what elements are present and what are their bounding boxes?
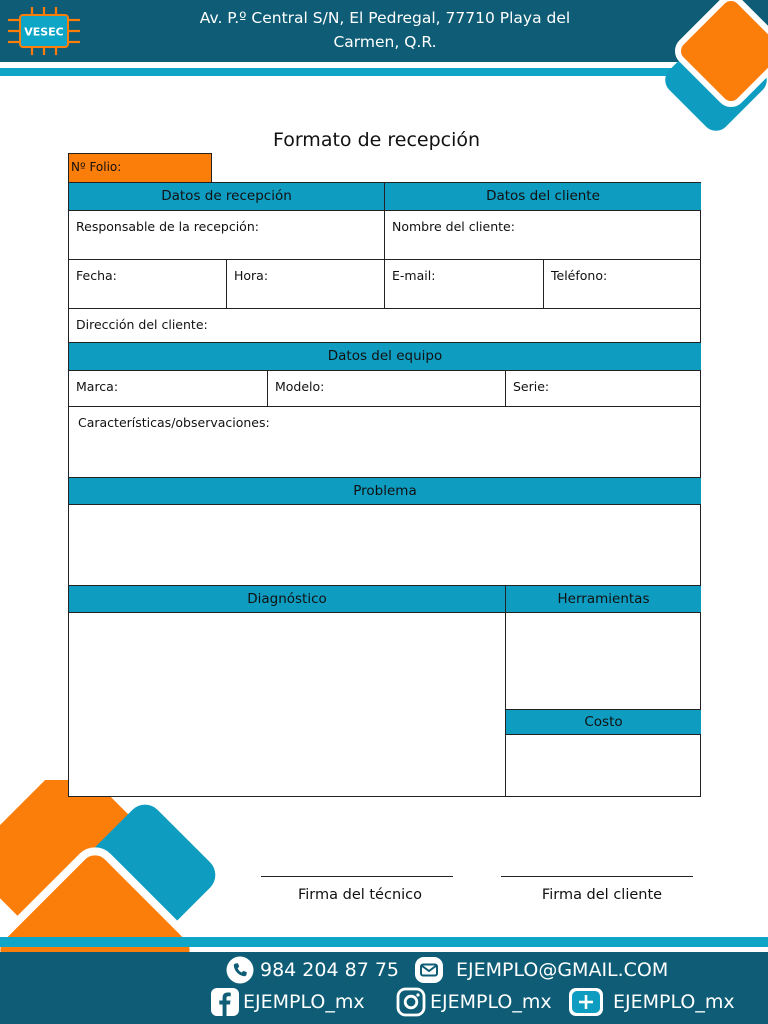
header-herramientas: Herramientas — [506, 586, 701, 613]
envelope-icon — [414, 956, 444, 984]
footer-other-text: EJEMPLO_mx — [613, 991, 735, 1013]
phone-icon — [226, 956, 254, 984]
address-line-1: Av. P.º Central S/N, El Pedregal, 77710 Playa del — [199, 9, 571, 27]
field-email[interactable] — [385, 260, 544, 309]
signature-label-cliente: Firma del cliente — [541, 887, 663, 903]
field-costo[interactable] — [506, 735, 701, 797]
field-direccion[interactable] — [69, 309, 701, 343]
label-modelo: Modelo: — [275, 379, 325, 394]
logo — [6, 6, 82, 56]
label-direccion: Dirección del cliente: — [76, 317, 208, 332]
header-diagnostico: Diagnóstico — [69, 586, 506, 613]
field-problema[interactable] — [69, 505, 701, 586]
logo-text: VESEC — [24, 25, 64, 39]
label-telefono: Teléfono: — [551, 268, 608, 283]
footer-facebook[interactable] — [210, 987, 365, 1017]
signature-label-tecnico: Firma del técnico — [297, 887, 423, 903]
label-nombre-cliente: Nombre del cliente: — [392, 219, 515, 234]
label-marca: Marca: — [76, 379, 119, 394]
label-hora: Hora: — [234, 268, 269, 283]
label-caracteristicas: Características/observaciones: — [78, 415, 270, 430]
footer-phone-text: 984 204 87 75 — [260, 959, 400, 981]
label-serie: Serie: — [513, 379, 550, 394]
header-costo: Costo — [506, 710, 701, 735]
footer-stripe — [0, 937, 768, 947]
header-datos-equipo: Datos del equipo — [69, 343, 701, 371]
signature-line-tecnico — [261, 876, 453, 877]
signature-line-cliente — [501, 876, 693, 877]
reception-form — [68, 182, 701, 797]
label-email: E-mail: — [392, 268, 436, 283]
plus-icon — [568, 987, 604, 1017]
footer-instagram[interactable] — [396, 987, 552, 1017]
header-problema: Problema — [69, 478, 701, 505]
footer-phone[interactable] — [226, 956, 399, 984]
field-caracteristicas[interactable] — [69, 407, 701, 478]
folio-label: Nº Folio: — [71, 160, 122, 174]
label-fecha: Fecha: — [76, 268, 117, 283]
label-responsable: Responsable de la recepción: — [76, 219, 259, 234]
footer-email-text: EJEMPLO@GMAIL.COM — [456, 959, 669, 981]
header-datos-recepcion: Datos de recepción — [69, 183, 385, 211]
field-hora[interactable] — [227, 260, 385, 309]
field-diagnostico[interactable] — [69, 613, 506, 797]
footer-facebook-text: EJEMPLO_mx — [243, 991, 365, 1013]
field-nombre-cliente[interactable] — [385, 211, 701, 260]
instagram-icon — [396, 987, 426, 1017]
footer-email[interactable] — [414, 956, 668, 984]
folio-field[interactable] — [68, 153, 212, 182]
address — [170, 6, 600, 54]
footer-other[interactable] — [568, 987, 735, 1017]
address-line-2: Carmen, Q.R. — [333, 33, 437, 51]
facebook-icon — [210, 987, 240, 1017]
footer-instagram-text: EJEMPLO_mx — [430, 991, 552, 1013]
field-fecha[interactable] — [69, 260, 227, 309]
field-modelo[interactable] — [268, 371, 506, 407]
page-title: Formato de recepción — [272, 129, 481, 151]
header-datos-cliente: Datos del cliente — [385, 183, 701, 211]
field-telefono[interactable] — [544, 260, 701, 309]
field-herramientas[interactable] — [506, 613, 701, 710]
field-responsable[interactable] — [69, 211, 385, 260]
field-marca[interactable] — [69, 371, 268, 407]
field-serie[interactable] — [506, 371, 701, 407]
